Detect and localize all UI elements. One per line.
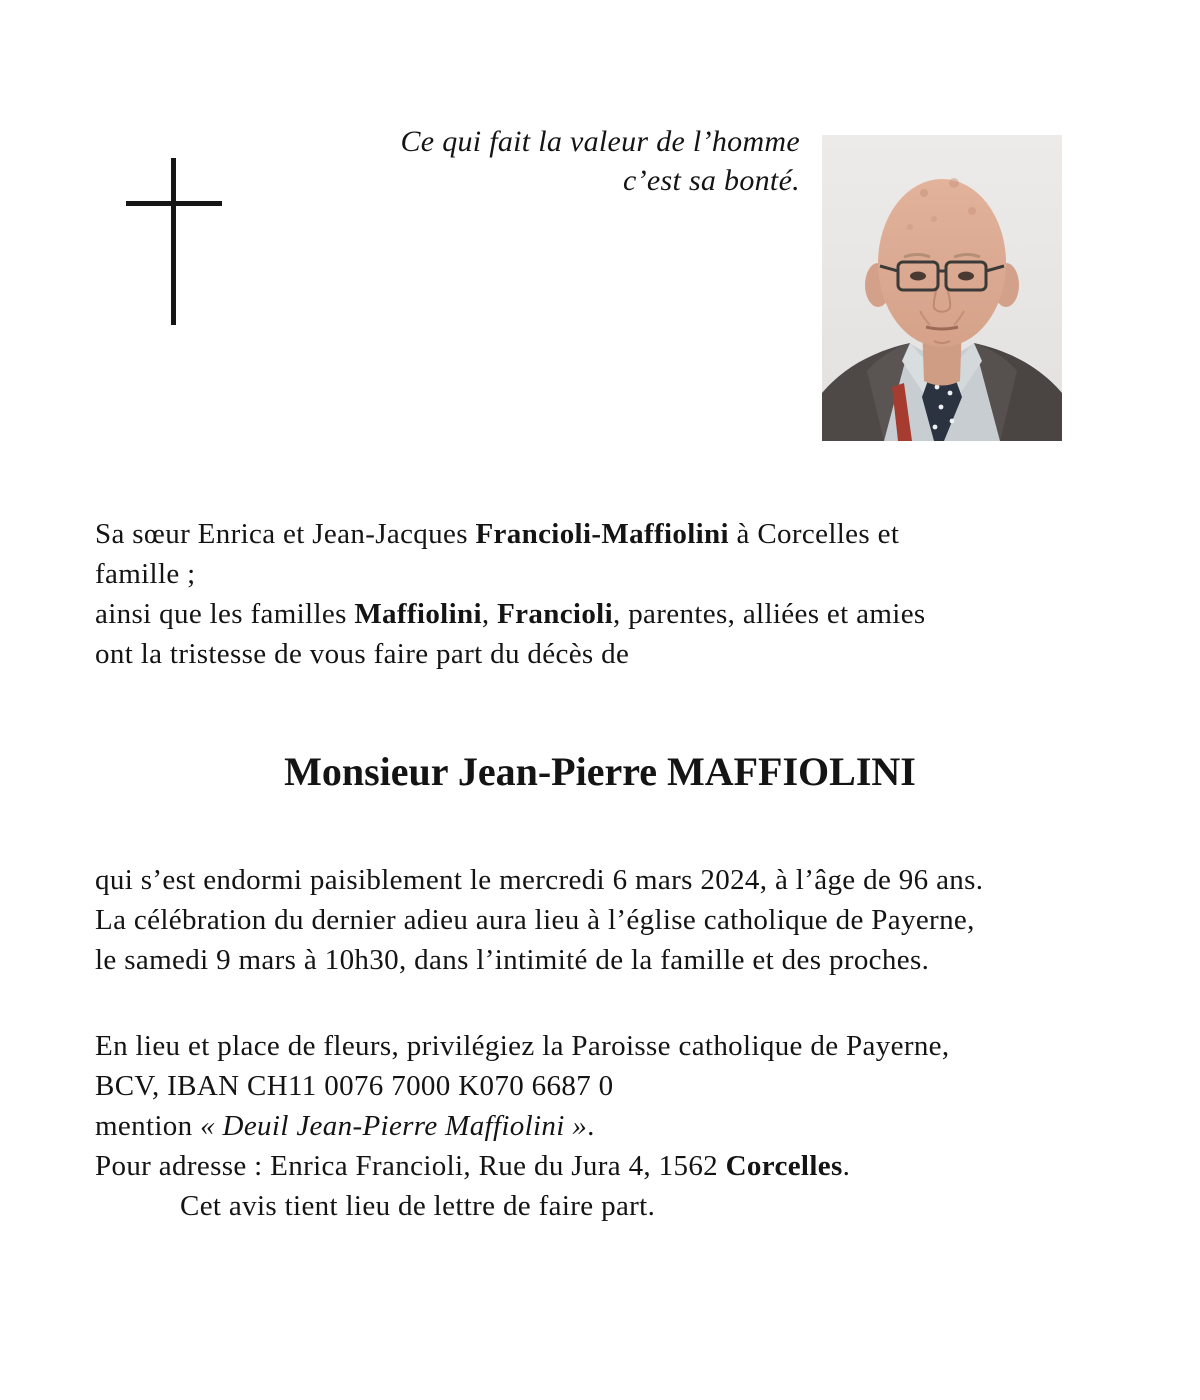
text-segment: à Corcelles et [728,518,900,550]
text-line: qui s’est endormi paisiblement le mercredi 6 mars 2024, à l’âge de 96 ans. [95,864,984,896]
text-line [95,594,1135,634]
portrait-photo [822,135,1062,441]
text-segment: . [842,1150,851,1182]
text-segment: . [587,1110,595,1142]
text-line [95,1106,1135,1146]
text-line: ont la tristesse de vous faire part du décès de [95,638,630,670]
cross-vertical-bar [171,158,176,325]
address-line [95,1146,1135,1186]
family-name-francioli-maffiolini: Francioli-Maffiolini [475,518,729,550]
paragraph-family [95,514,1135,674]
text-line [95,514,1135,554]
quote-line-2: c’est sa bonté. [623,164,800,197]
deceased-name-title: Monsieur Jean-Pierre MAFFIOLINI [284,749,916,794]
family-name-francioli: Francioli [497,598,613,630]
text-segment: mention [95,1110,201,1142]
text-line: La célébration du dernier adieu aura lieu à l’église catholique de Payerne, [95,904,975,936]
text-line: En lieu et place de fleurs, privilégiez la Paroisse catholique de Payerne, [95,1030,950,1062]
quote-line-1: Ce qui fait la valeur de l’homme [400,125,800,158]
paragraph-donations-address [95,1026,1135,1226]
text-segment: , [481,598,498,630]
text-line: le samedi 9 mars à 10h30, dans l’intimité de la famille et des proches. [95,944,930,976]
text-line: famille ; [95,558,196,590]
paragraph-ceremony [95,860,1135,980]
cross-horizontal-bar [126,201,222,206]
text-segment: Pour adresse : Enrica Francioli, Rue du Jura 4, 1562 [95,1150,726,1182]
text-segment: ainsi que les familles [95,598,355,630]
epitaph-quote [280,122,800,200]
closing-line: Cet avis tient lieu de lettre de faire part. [180,1190,656,1222]
family-name-maffiolini: Maffiolini [354,598,482,630]
text-segment: Sa sœur Enrica et Jean-Jacques [95,518,476,550]
place-name-corcelles: Corcelles [725,1150,843,1182]
text-segment: , parentes, alliées et amies [613,598,926,630]
cross-icon [126,158,222,325]
iban-line: BCV, IBAN CH11 0076 7000 K070 6687 0 [95,1070,614,1102]
mention-text: « Deuil Jean-Pierre Maffiolini » [200,1110,588,1142]
